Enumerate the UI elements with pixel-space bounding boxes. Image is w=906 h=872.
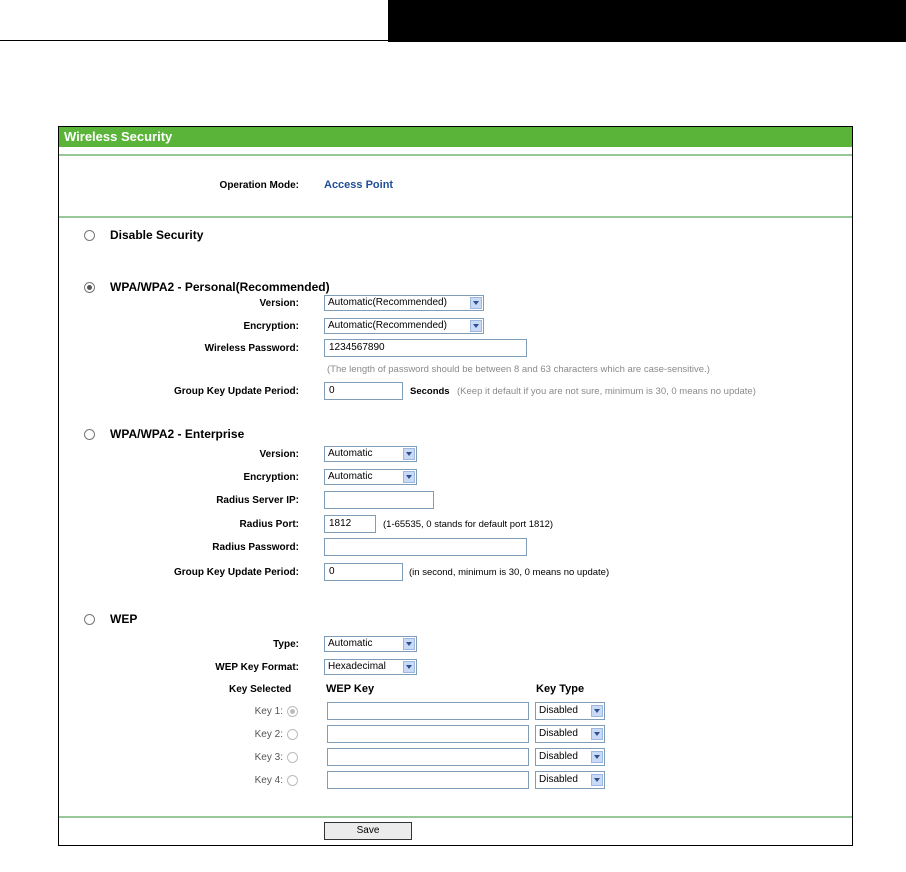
chevron-down-icon <box>470 297 482 309</box>
key-4-label: Key 4: <box>254 775 283 786</box>
enterprise-encryption-value: Automatic <box>328 471 373 482</box>
wpa-enterprise-label: WPA/WPA2 - Enterprise <box>110 427 245 441</box>
disable-security-label: Disable Security <box>110 228 204 242</box>
wep-type-select[interactable] <box>324 636 417 652</box>
wep-key-format-value: Hexadecimal <box>328 661 386 672</box>
divider <box>59 816 852 818</box>
personal-version-label: Version: <box>259 298 299 309</box>
key-2-radio[interactable] <box>287 729 298 740</box>
key-3-label: Key 3: <box>254 752 283 763</box>
key-2-input[interactable] <box>327 725 529 743</box>
key-2-type-select[interactable] <box>535 725 605 743</box>
key-1-type-value: Disabled <box>539 705 578 716</box>
enterprise-encryption-select[interactable] <box>324 469 417 485</box>
radius-port-note: (1-65535, 0 stands for default port 1812) <box>383 519 554 530</box>
wep-key-header: WEP Key <box>326 683 375 695</box>
operation-mode-label: Operation Mode: <box>219 180 299 191</box>
personal-encryption-value: Automatic(Recommended) <box>328 320 447 331</box>
wpa-enterprise-radio[interactable] <box>84 429 95 440</box>
chevron-down-icon <box>403 448 415 460</box>
personal-group-key-note: (Keep it default if you are not sure, minimum is 30, 0 means no update) <box>457 386 756 397</box>
page-title: Wireless Security <box>59 127 852 147</box>
enterprise-group-key-input[interactable]: 0 <box>324 563 403 581</box>
chevron-down-icon <box>591 728 603 740</box>
password-note: (The length of password should be between 8 and 63 characters which are case-sensitive.) <box>327 364 710 375</box>
key-2-label: Key 2: <box>254 729 283 740</box>
disable-security-radio[interactable] <box>84 230 95 241</box>
enterprise-encryption-label: Encryption: <box>243 472 299 483</box>
key-4-type-select[interactable] <box>535 771 605 789</box>
personal-encryption-label: Encryption: <box>243 321 299 332</box>
divider <box>59 154 852 156</box>
divider <box>59 216 852 218</box>
chevron-down-icon <box>591 705 603 717</box>
key-3-type-select[interactable] <box>535 748 605 766</box>
enterprise-group-key-note: (in second, minimum is 30, 0 means no update) <box>409 567 610 578</box>
wireless-password-label: Wireless Password: <box>204 343 299 354</box>
key-1-input[interactable] <box>327 702 529 720</box>
key-1-radio[interactable] <box>287 706 298 717</box>
key-3-input[interactable] <box>327 748 529 766</box>
enterprise-version-value: Automatic <box>328 448 373 459</box>
wep-label: WEP <box>110 612 138 626</box>
enterprise-group-key-label: Group Key Update Period: <box>173 567 299 578</box>
radius-port-label: Radius Port: <box>239 519 299 530</box>
chevron-down-icon <box>403 471 415 483</box>
wep-type-value: Automatic <box>328 638 373 649</box>
enterprise-version-label: Version: <box>259 449 299 460</box>
chevron-down-icon <box>470 320 482 332</box>
wireless-password-input[interactable]: 1234567890 <box>324 339 527 357</box>
operation-mode-value: Access Point <box>324 179 394 191</box>
key-4-input[interactable] <box>327 771 529 789</box>
key-4-type-value: Disabled <box>539 774 578 785</box>
radius-password-input[interactable] <box>324 538 527 556</box>
wep-key-format-select[interactable] <box>324 659 417 675</box>
key-2-type-value: Disabled <box>539 728 578 739</box>
top-rule <box>0 40 388 41</box>
key-3-radio[interactable] <box>287 752 298 763</box>
wep-type-label: Type: <box>273 639 299 650</box>
key-4-radio[interactable] <box>287 775 298 786</box>
radius-server-ip-input[interactable] <box>324 491 434 509</box>
chevron-down-icon <box>591 751 603 763</box>
key-type-header: Key Type <box>536 683 585 695</box>
key-1-type-select[interactable] <box>535 702 605 720</box>
radius-server-ip-label: Radius Server IP: <box>216 495 299 506</box>
wpa-personal-label: WPA/WPA2 - Personal(Recommended) <box>110 280 330 294</box>
personal-group-key-input[interactable]: 0 <box>324 382 403 400</box>
key-3-type-value: Disabled <box>539 751 578 762</box>
personal-encryption-select[interactable] <box>324 318 484 334</box>
key-1-label: Key 1: <box>254 706 283 717</box>
wpa-personal-radio[interactable] <box>84 282 95 293</box>
radius-password-label: Radius Password: <box>212 542 299 553</box>
radius-port-input[interactable]: 1812 <box>324 515 376 533</box>
wireless-security-panel <box>58 126 853 846</box>
save-button[interactable]: Save <box>324 822 412 840</box>
chevron-down-icon <box>403 661 415 673</box>
seconds-label: Seconds <box>410 386 450 397</box>
enterprise-version-select[interactable] <box>324 446 417 462</box>
chevron-down-icon <box>591 774 603 786</box>
key-selected-header: Key Selected <box>229 684 292 695</box>
personal-version-value: Automatic(Recommended) <box>328 297 447 308</box>
wep-key-format-label: WEP Key Format: <box>215 662 299 673</box>
chevron-down-icon <box>403 638 415 650</box>
personal-group-key-label: Group Key Update Period: <box>173 386 299 397</box>
personal-version-select[interactable] <box>324 295 484 311</box>
top-black-bar <box>388 0 906 42</box>
wep-radio[interactable] <box>84 614 95 625</box>
